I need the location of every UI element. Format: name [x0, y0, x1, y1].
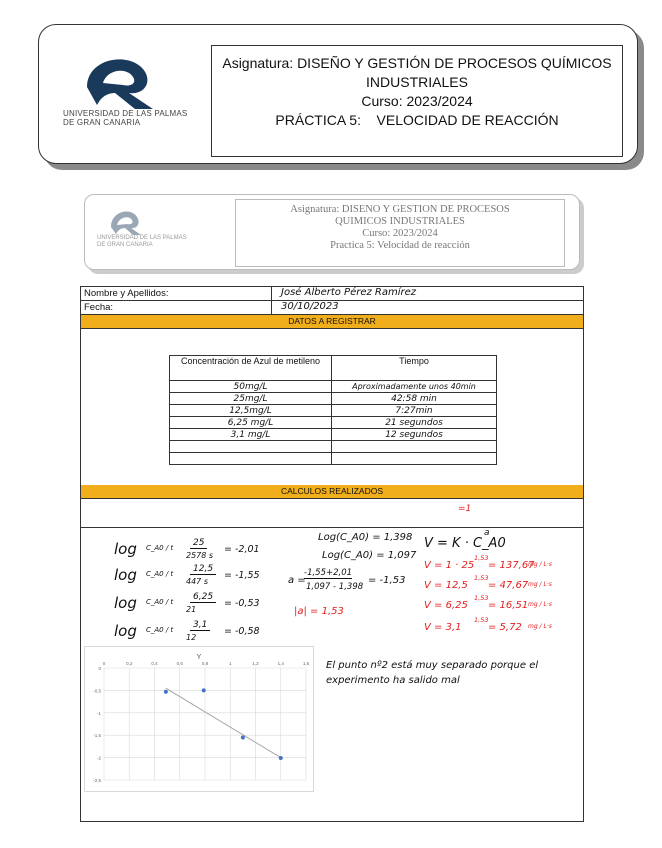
- log-numerator: 6,25: [190, 592, 216, 603]
- x-tick-label: 1,6: [302, 661, 310, 666]
- log-denominator: 447 s: [186, 577, 208, 586]
- copy-course-line: Curso: 2023/2024: [362, 228, 438, 239]
- log-result: = -0,58: [224, 626, 260, 637]
- log-numerator: 12,5: [190, 564, 216, 575]
- log-label: log: [114, 594, 137, 612]
- university-logo: [57, 39, 217, 119]
- chart-title: Y: [196, 654, 202, 661]
- rate-result: = 137,67: [488, 560, 535, 571]
- log-label: log: [114, 540, 137, 558]
- subject-line-2: INDUSTRIALES: [366, 74, 468, 90]
- rate-exponent-value: 1,53: [474, 554, 489, 562]
- rate-unit: mg / L·s: [528, 601, 552, 608]
- date-row: [81, 301, 583, 315]
- name-row: [81, 287, 583, 301]
- log-ca0-2: Log(C_A0) = 1,097: [322, 550, 417, 561]
- log-fraction: C_A0 / t: [146, 626, 174, 634]
- log-ca0-1: Log(C_A0) = 1,398: [318, 532, 413, 543]
- rate-unit: mg / L·s: [528, 623, 552, 630]
- a-denominator: 1,097 - 1,398: [306, 582, 364, 592]
- header-title-box: [211, 45, 623, 157]
- x-tick-label: 1,4: [277, 661, 284, 666]
- rate-unit: mg / L·s: [528, 581, 552, 588]
- table-row: [170, 453, 497, 465]
- log-numerator: 25: [190, 538, 207, 549]
- y-tick-label: -2: [96, 755, 101, 761]
- copy-practice-line: Practica 5: Velocidad de reacción: [330, 240, 470, 251]
- log-numerator: 3,1: [190, 620, 210, 631]
- x-tick-label: 0,4: [151, 661, 158, 666]
- table-header: Tiempo: [332, 356, 497, 381]
- table-row: 12,5mg/L 7:27min: [170, 405, 497, 417]
- log-label: log: [114, 566, 137, 584]
- log-result: = -0,53: [224, 598, 260, 609]
- a-result: = -1,53: [368, 575, 406, 586]
- log-fraction: C_A0 / t: [146, 570, 174, 578]
- a-numerator: -1,55+2,01: [304, 568, 353, 578]
- copy-subject-line-2: QUIMICOS INDUSTRIALES: [335, 216, 465, 227]
- log-denominator: 12: [186, 633, 197, 642]
- rate-unit: mg / L·s: [528, 561, 552, 568]
- rate-exponent-value: 1,53: [474, 574, 489, 582]
- a-prefix: a =: [288, 575, 306, 586]
- rate-result: = 47,67: [488, 580, 529, 591]
- data-point: [279, 756, 283, 760]
- table-header: Concentración de Azul de metileno: [170, 356, 332, 381]
- log-result: = -1,55: [224, 570, 260, 581]
- subject-line: Asignatura: DISEÑO Y GESTIÓN DE PROCESOS QUÍMICOS: [222, 55, 612, 71]
- practice-line: PRÁCTICA 5: VELOCIDAD DE REACCIÓN: [275, 112, 559, 128]
- rate-value: V = 12,5: [424, 580, 468, 591]
- log-result: = -2,01: [224, 544, 260, 555]
- university-name: UNIVERSIDAD DE LAS PALMAS DE GRAN CANARIA: [63, 109, 188, 127]
- log-denominator: 21: [186, 605, 197, 614]
- y-tick-label: -2,5: [93, 778, 101, 783]
- secondary-title-box: [235, 199, 565, 267]
- x-tick-label: 1,2: [252, 661, 259, 666]
- rate-value: V = 3,1: [424, 622, 462, 633]
- copy-subject-line: Asignatura: DISENO Y GESTION DE PROCESOS: [290, 204, 510, 215]
- table-row: 50mg/L Aproximadamente unos 40min: [170, 381, 497, 393]
- data-point: [164, 690, 168, 694]
- name-value: José Alberto Pérez Ramírez: [281, 287, 417, 298]
- x-tick-label: 0,2: [126, 661, 133, 666]
- rate-result: = 5,72: [488, 622, 522, 633]
- name-label: Nombre y Apellidos:: [84, 288, 169, 299]
- abs-a: |a| = 1,53: [294, 606, 344, 617]
- date-label: Fecha:: [84, 302, 114, 313]
- y-tick-label: -1: [96, 710, 101, 716]
- table-row: 25mg/L 42:58 min: [170, 393, 497, 405]
- comment-line-1: El punto nº2 está muy separado porque el: [326, 660, 539, 671]
- x-tick-label: 0: [102, 661, 106, 666]
- calc-spacer-row: [81, 499, 583, 528]
- main-header: [38, 24, 638, 164]
- university-name-faded: UNIVERSIDAD DE LAS PALMAS DE GRAN CANARIA: [97, 235, 187, 248]
- scatter-chart: [84, 646, 314, 792]
- comment-line-2: experimento ha salido mal: [326, 675, 460, 686]
- log-fraction: C_A0 / t: [146, 544, 174, 552]
- rate-value: V = 1 · 25: [424, 560, 475, 571]
- section-calc: CALCULOS REALIZADOS: [81, 485, 583, 499]
- rate-exponent-value: 1,53: [474, 594, 489, 602]
- x-tick-label: 0,6: [176, 661, 183, 666]
- secondary-header: [84, 194, 580, 270]
- course-line: Curso: 2023/2024: [361, 93, 473, 109]
- x-tick-label: 1: [228, 661, 232, 666]
- table-row: 6,25 mg/L 21 segundos: [170, 417, 497, 429]
- table-row: 3,1 mg/L 12 segundos: [170, 429, 497, 441]
- data-point: [202, 688, 206, 692]
- section-register: DATOS A REGISTRAR: [81, 315, 583, 329]
- log-denominator: 2578 s: [186, 551, 214, 560]
- date-value: 30/10/2023: [281, 301, 339, 312]
- rate-value: V = 6,25: [424, 600, 468, 611]
- rate-equation: V = K · C_A0: [424, 536, 506, 551]
- k-note: =1: [458, 504, 472, 514]
- rate-result: = 16,51: [488, 600, 529, 611]
- y-tick-label: -0,5: [93, 688, 101, 694]
- rate-exponent-value: 1,53: [474, 616, 489, 624]
- table-row: [170, 441, 497, 453]
- rate-exponent: a: [484, 528, 490, 538]
- x-tick-label: 0,8: [201, 661, 209, 666]
- log-fraction: C_A0 / t: [146, 598, 174, 606]
- data-point: [241, 735, 245, 739]
- y-tick-label: 0: [98, 666, 101, 671]
- y-tick-label: -1,5: [93, 733, 101, 739]
- log-label: log: [114, 622, 137, 640]
- university-logo-faded: [103, 203, 153, 237]
- data-table: [169, 355, 497, 465]
